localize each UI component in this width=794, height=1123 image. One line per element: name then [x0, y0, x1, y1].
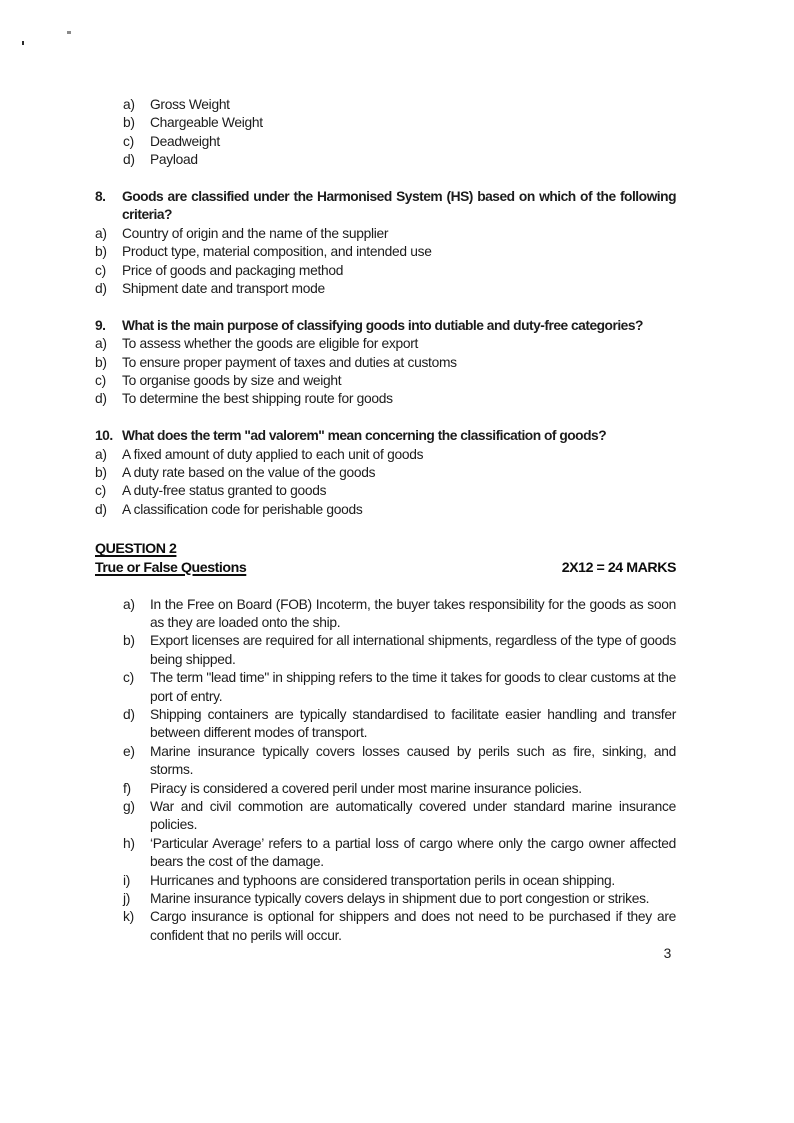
- option-row: [95, 335, 676, 353]
- option-text: To ensure proper payment of taxes and duties at customs: [122, 354, 457, 370]
- tf-letter: g): [123, 798, 135, 814]
- option-row: [95, 280, 676, 298]
- option-letter: b): [95, 465, 107, 481]
- option-letter: c): [123, 133, 134, 149]
- question-10: [95, 427, 676, 519]
- option-letter: d): [95, 501, 107, 517]
- tf-item: [123, 669, 676, 706]
- tf-item: [123, 632, 676, 669]
- tf-text: Export licenses are required for all international shipments, regardless of the type of goods being shipped.: [150, 633, 676, 667]
- section-heading: QUESTION 2: [95, 541, 177, 558]
- option-letter: d): [95, 281, 107, 297]
- option-letter: b): [95, 354, 107, 370]
- option-list: [95, 335, 676, 409]
- option-letter: b): [95, 244, 107, 260]
- tf-text: Cargo insurance is optional for shippers and does not need to be purchased if they are confident that no perils will occur.: [150, 909, 676, 943]
- option-text: To assess whether the goods are eligible for export: [122, 336, 419, 352]
- option-list: [95, 446, 676, 520]
- option-text: Shipment date and transport mode: [122, 281, 325, 297]
- option-letter: d): [123, 152, 135, 168]
- option-text: Chargeable Weight: [150, 115, 263, 131]
- option-letter: b): [123, 115, 135, 131]
- tf-item: [123, 890, 676, 908]
- option-row: [123, 114, 676, 132]
- tf-item: [123, 706, 676, 743]
- tf-text: Hurricanes and typhoons are considered transportation perils in ocean shipping.: [150, 872, 615, 888]
- option-text: A classification code for perishable goods: [122, 501, 363, 517]
- tf-item: [123, 908, 676, 945]
- tf-letter: h): [123, 835, 135, 851]
- option-row: [123, 96, 676, 114]
- question-9: [95, 317, 676, 409]
- scan-speck: [67, 31, 71, 34]
- tf-letter: i): [123, 872, 131, 888]
- tf-letter: k): [123, 909, 134, 925]
- marks-label: 2X12 = 24 MARKS: [561, 559, 676, 576]
- option-list: [95, 225, 676, 299]
- section-subheading: True or False Questions: [95, 559, 247, 576]
- tf-item: [123, 872, 676, 890]
- question-text: What is the main purpose of classifying goods into dutiable and duty-free categories?: [122, 317, 643, 333]
- question-heading: [95, 317, 676, 335]
- scan-speck: [22, 41, 24, 45]
- tf-item: [123, 835, 676, 872]
- option-row: [95, 354, 676, 372]
- option-text: Gross Weight: [150, 97, 230, 112]
- tf-letter: d): [123, 706, 135, 722]
- option-row: [95, 225, 676, 243]
- tf-text: Shipping containers are typically standardised to facilitate easier handling and transfer between different modes of transport.: [150, 706, 676, 741]
- tf-item: [123, 780, 676, 798]
- question-number: 9.: [95, 317, 106, 333]
- option-letter: a): [95, 446, 107, 462]
- option-letter: a): [95, 225, 107, 241]
- tf-letter: a): [123, 596, 135, 612]
- option-letter: c): [95, 483, 106, 499]
- question-heading: [95, 188, 676, 225]
- option-letter: a): [95, 336, 107, 352]
- option-text: A fixed amount of duty applied to each unit of goods: [122, 446, 424, 462]
- option-row: [95, 390, 676, 408]
- option-row: [95, 372, 676, 390]
- question-heading: [95, 427, 676, 445]
- page-content: [95, 96, 676, 964]
- option-row: [95, 243, 676, 261]
- tf-item: [123, 743, 676, 780]
- tf-text: ‘Particular Average’ refers to a partial loss of cargo where only the cargo owner affected bears the cost of the damage.: [150, 835, 676, 870]
- option-letter: c): [95, 373, 106, 389]
- option-text: Deadweight: [150, 133, 220, 149]
- option-letter: d): [95, 391, 107, 407]
- tf-letter: c): [123, 670, 134, 686]
- option-text: Product type, material composition, and intended use: [122, 244, 432, 260]
- option-row: [95, 464, 676, 482]
- option-row: [95, 262, 676, 280]
- option-text: To organise goods by size and weight: [122, 373, 342, 389]
- tf-letter: j): [123, 891, 131, 906]
- tf-text: The term "lead time" in shipping refers to the time it takes for goods to clear customs at the port of entry.: [150, 670, 676, 704]
- question-number: 8.: [95, 189, 106, 205]
- section-subheading-row: [95, 559, 676, 577]
- question-text: Goods are classified under the Harmonised System (HS) based on which of the following criteria?: [122, 189, 676, 223]
- option-letter: a): [123, 97, 135, 112]
- tf-text: Marine insurance typically covers delays in shipment due to port congestion or strikes.: [150, 891, 650, 906]
- option-text: A duty rate based on the value of the goods: [122, 465, 376, 481]
- tf-letter: e): [123, 743, 135, 759]
- option-text: To determine the best shipping route for goods: [122, 391, 393, 407]
- option-row: [123, 151, 676, 169]
- option-text: Country of origin and the name of the supplier: [122, 225, 389, 241]
- option-text: Price of goods and packaging method: [122, 262, 344, 278]
- option-row: [95, 482, 676, 500]
- true-false-list: [123, 596, 676, 946]
- tf-text: War and civil commotion are automatically covered under standard marine insurance policies.: [150, 798, 676, 833]
- tf-item: [123, 596, 676, 633]
- tf-item: [123, 798, 676, 835]
- option-text: A duty-free status granted to goods: [122, 483, 327, 499]
- question-text: What does the term "ad valorem" mean concerning the classification of goods?: [122, 428, 607, 444]
- question-number: 10.: [95, 428, 113, 444]
- tf-text: Marine insurance typically covers losses caused by perils such as fire, sinking, and storms.: [150, 743, 676, 778]
- tf-text: Piracy is considered a covered peril under most marine insurance policies.: [150, 780, 582, 796]
- tf-letter: f): [123, 780, 131, 796]
- option-text: Payload: [150, 152, 198, 168]
- section-2-header: [95, 540, 676, 577]
- option-letter: c): [95, 262, 106, 278]
- option-row: [95, 501, 676, 519]
- carryover-option-list: [123, 96, 676, 170]
- question-8: [95, 188, 676, 298]
- tf-text: In the Free on Board (FOB) Incoterm, the buyer takes responsibility for the goods as soon as they are loaded onto the ship.: [150, 596, 676, 630]
- option-row: [95, 446, 676, 464]
- option-row: [123, 133, 676, 151]
- tf-letter: b): [123, 633, 135, 649]
- page-number: 3: [663, 946, 671, 962]
